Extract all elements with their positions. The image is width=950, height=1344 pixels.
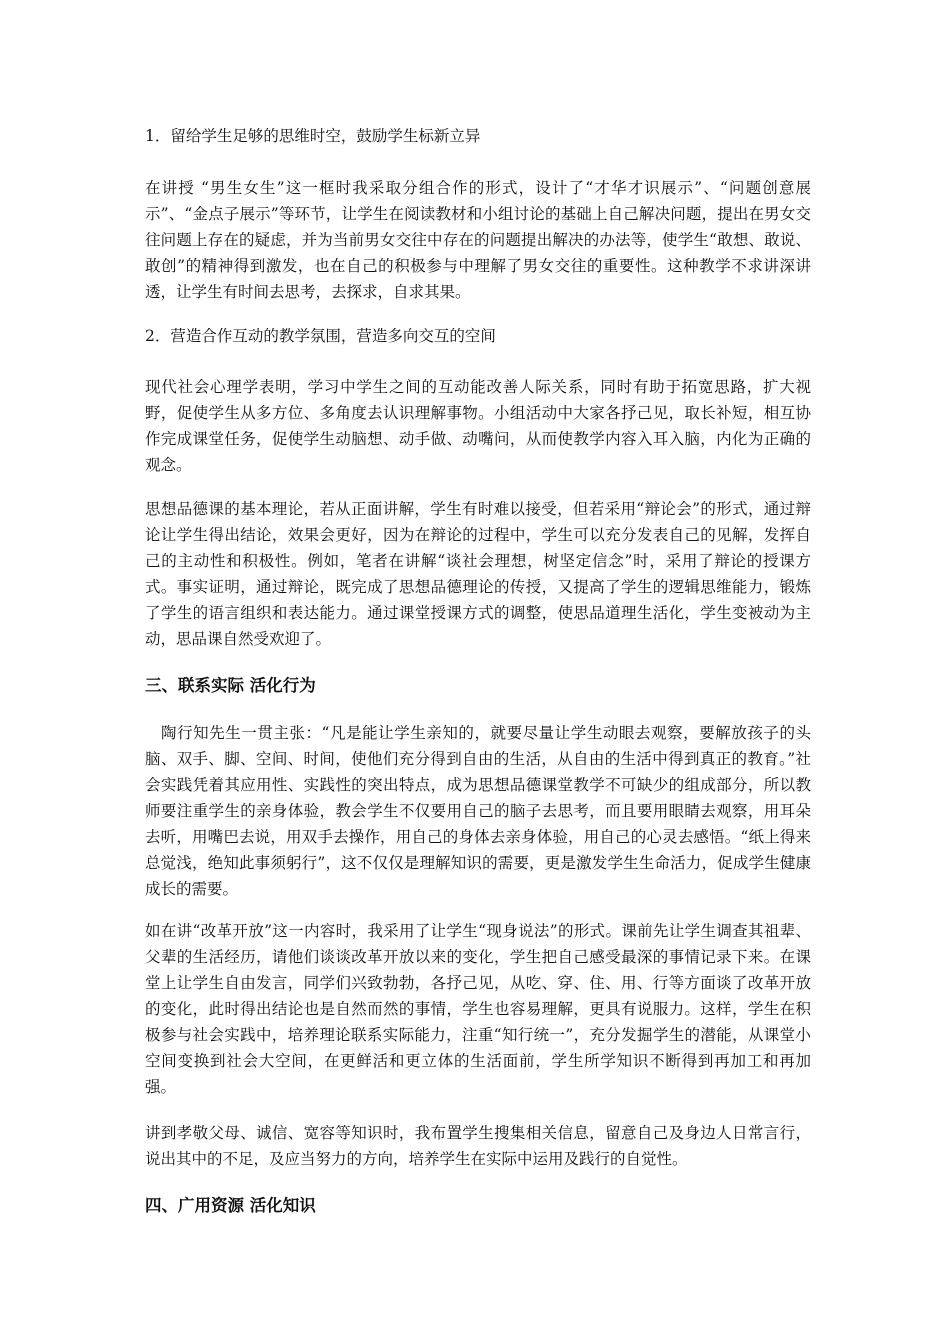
section-heading-3: 三、联系实际 活化行为 (145, 676, 316, 695)
paragraph-4: 陶行知先生一贯主张：“凡是能让学生亲知的，就要尽量让学生动眼去观察，要解放孩子的头脑、双手、脚、空间、时间，使他们充分得到自由的生活，从自由的生活中得到真正的教育。”社会实践凭着其应用性、实践性的突出特点，成为思想品德课堂教学不可缺少的组成部分，所以教师要注重学生的亲身体验，教会学生不仅要用自己的脑子去思考，而且要用眼睛去观察，用耳朵去听，用嘴巴去说，用双手去操作，用自己的身体去亲身体验，用自己的心灵去感悟。“纸上得来总觉浅，绝知此事须躬行”，这不仅仅是理解知识的需要，更是激发学生生命活力，促成学生健康成长的需要。 (145, 724, 811, 898)
paragraph-6: 讲到孝敬父母、诚信、宽容等知识时，我布置学生搜集相关信息，留意自己及身边人日常言行，说出其中的不足，及应当努力的方向，培养学生在实际中运用及践行的自觉性。 (145, 1124, 811, 1168)
paragraph-2: 现代社会心理学表明，学习中学生之间的互动能改善人际关系，同时有助于拓宽思路，扩大视野，促使学生从多方位、多角度去认识理解事物。小组活动中大家各抒己见，取长补短，相互协作完成课堂任务，促使学生动脑想、动手做、动嘴问，从而使教学内容入耳入脑，内化为正确的观念。 (145, 378, 811, 474)
section-heading-4: 四、广用资源 活化知识 (145, 1196, 316, 1215)
subheading-2: 2．营造合作互动的教学氛围，营造多向交互的空间 (145, 327, 496, 345)
paragraph-1: 在讲授 “男生女生”这一框时我采取分组合作的形式，设计了“才华才识展示”、“问题创意展示”、“金点子展示”等环节，让学生在阅读教材和小组讨论的基础上自己解决问题，提出在男女交往问题上存在的疑虑，并为当前男女交往中存在的问题提出解决的办法等，使学生“敢想、敢说、敢创”的精神得到激发，也在自己的积极参与中理解了男女交往的重要性。这种教学不求讲深讲透，让学生有时间去思考，去探求，自求其果。 (145, 179, 811, 301)
paragraph-5: 如在讲“改革开放”这一内容时，我采用了让学生“现身说法”的形式。课前先让学生调查其祖辈、父辈的生活经历，请他们谈谈改革开放以来的变化，学生把自己感受最深的事情记录下来。在课堂上让学生自由发言，同学们兴致勃勃，各抒己见，从吃、穿、住、用、行等方面谈了改革开放的变化，此时得出结论也是自然而然的事情，学生也容易理解，更具有说服力。这样，学生在积极参与社会实践中，培养理论联系实际能力，注重“知行统一”，充分发掘学生的潜能，从课堂小空间变换到社会大空间，在更鲜活和更立体的生活面前，学生所学知识不断得到再加工和再加强。 (145, 922, 811, 1096)
paragraph-3: 思想品德课的基本理论，若从正面讲解，学生有时难以接受，但若采用“辩论会”的形式，通过辩论让学生得出结论，效果会更好，因为在辩论的过程中，学生可以充分发表自己的见解，发挥自己的主动性和积极性。例如，笔者在讲解“谈社会理想，树坚定信念”时，采用了辩论的授课方式。事实证明，通过辩论，既完成了思想品德理论的传授，又提高了学生的逻辑思维能力，锻炼了学生的语言组织和表达能力。通过课堂授课方式的调整，使思品道理生活化，学生变被动为主动，思品课自然受欢迎了。 (145, 500, 811, 648)
subheading-1: 1．留给学生足够的思维时空，鼓励学生标新立异 (145, 127, 481, 145)
